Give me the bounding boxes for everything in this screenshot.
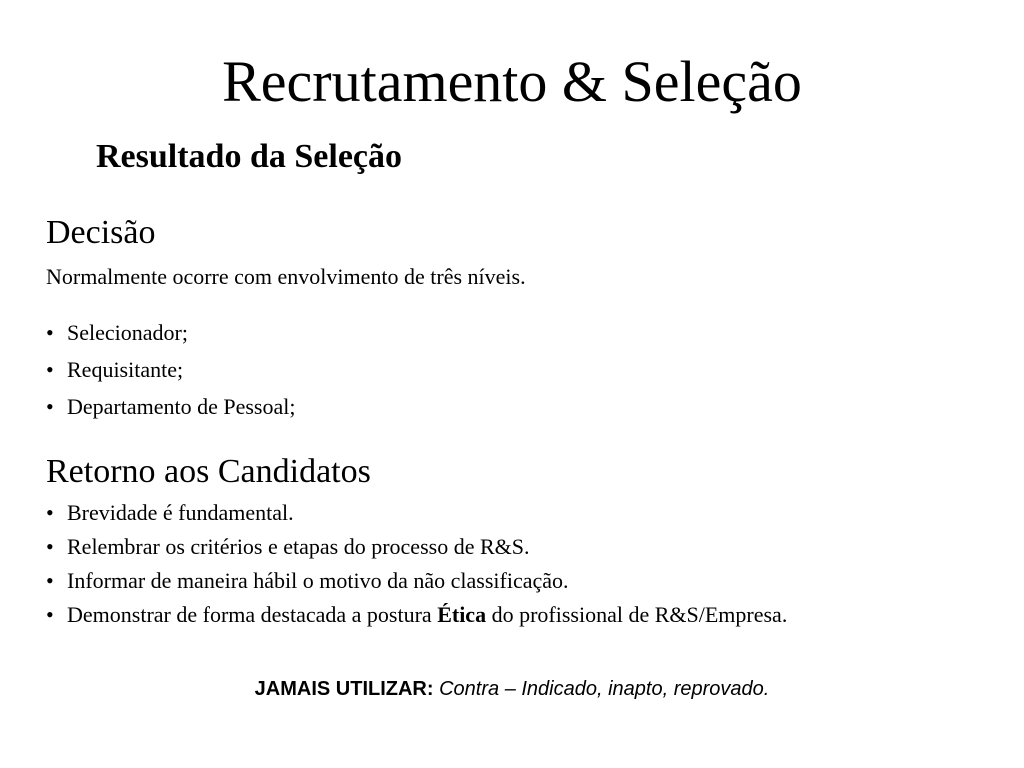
footer-warning	[0, 675, 1024, 703]
slide-title: Recrutamento & Seleção	[222, 49, 802, 114]
return-heading: Retorno aos Candidatos	[46, 453, 371, 490]
return-item-demonstrar	[67, 602, 787, 627]
decision-intro: Normalmente ocorre com envolvimento de três níveis.	[46, 264, 526, 289]
bullet-icon: •	[46, 568, 54, 593]
list-item	[46, 318, 296, 355]
bullet-icon: •	[46, 500, 54, 525]
return-item-brevidade: Brevidade é fundamental.	[67, 500, 294, 525]
list-item	[46, 600, 787, 634]
decision-item-departamento: Departamento de Pessoal;	[67, 394, 296, 419]
return-item-demonstrar-before: Demonstrar de forma destacada a postura	[67, 602, 438, 627]
list-item	[46, 566, 787, 600]
bullet-icon: •	[46, 394, 54, 419]
list-item	[46, 392, 296, 429]
decision-item-selecionador: Selecionador;	[67, 320, 188, 345]
decision-heading: Decisão	[46, 214, 156, 251]
ethics-emphasis: Ética	[437, 602, 487, 627]
decision-item-requisitante: Requisitante;	[67, 357, 184, 382]
decision-list	[46, 318, 296, 429]
list-item	[46, 498, 787, 532]
return-item-relembrar: Relembrar os critérios e etapas do processo de R&S.	[67, 534, 530, 559]
slide-subtitle: Resultado da Seleção	[96, 138, 402, 175]
list-item	[46, 355, 296, 392]
bullet-icon: •	[46, 534, 54, 559]
footer-warning-text: Contra – Indicado, inapto, reprovado.	[433, 678, 770, 700]
bullet-icon: •	[46, 602, 54, 627]
return-item-demonstrar-after: do profissional de R&S/Empresa.	[486, 602, 788, 627]
list-item	[46, 532, 787, 566]
return-item-informar: Informar de maneira hábil o motivo da não classificação.	[67, 568, 569, 593]
bullet-icon: •	[46, 320, 54, 345]
return-list	[46, 498, 787, 634]
bullet-icon: •	[46, 357, 54, 382]
footer-warning-label: JAMAIS UTILIZAR:	[254, 678, 434, 700]
